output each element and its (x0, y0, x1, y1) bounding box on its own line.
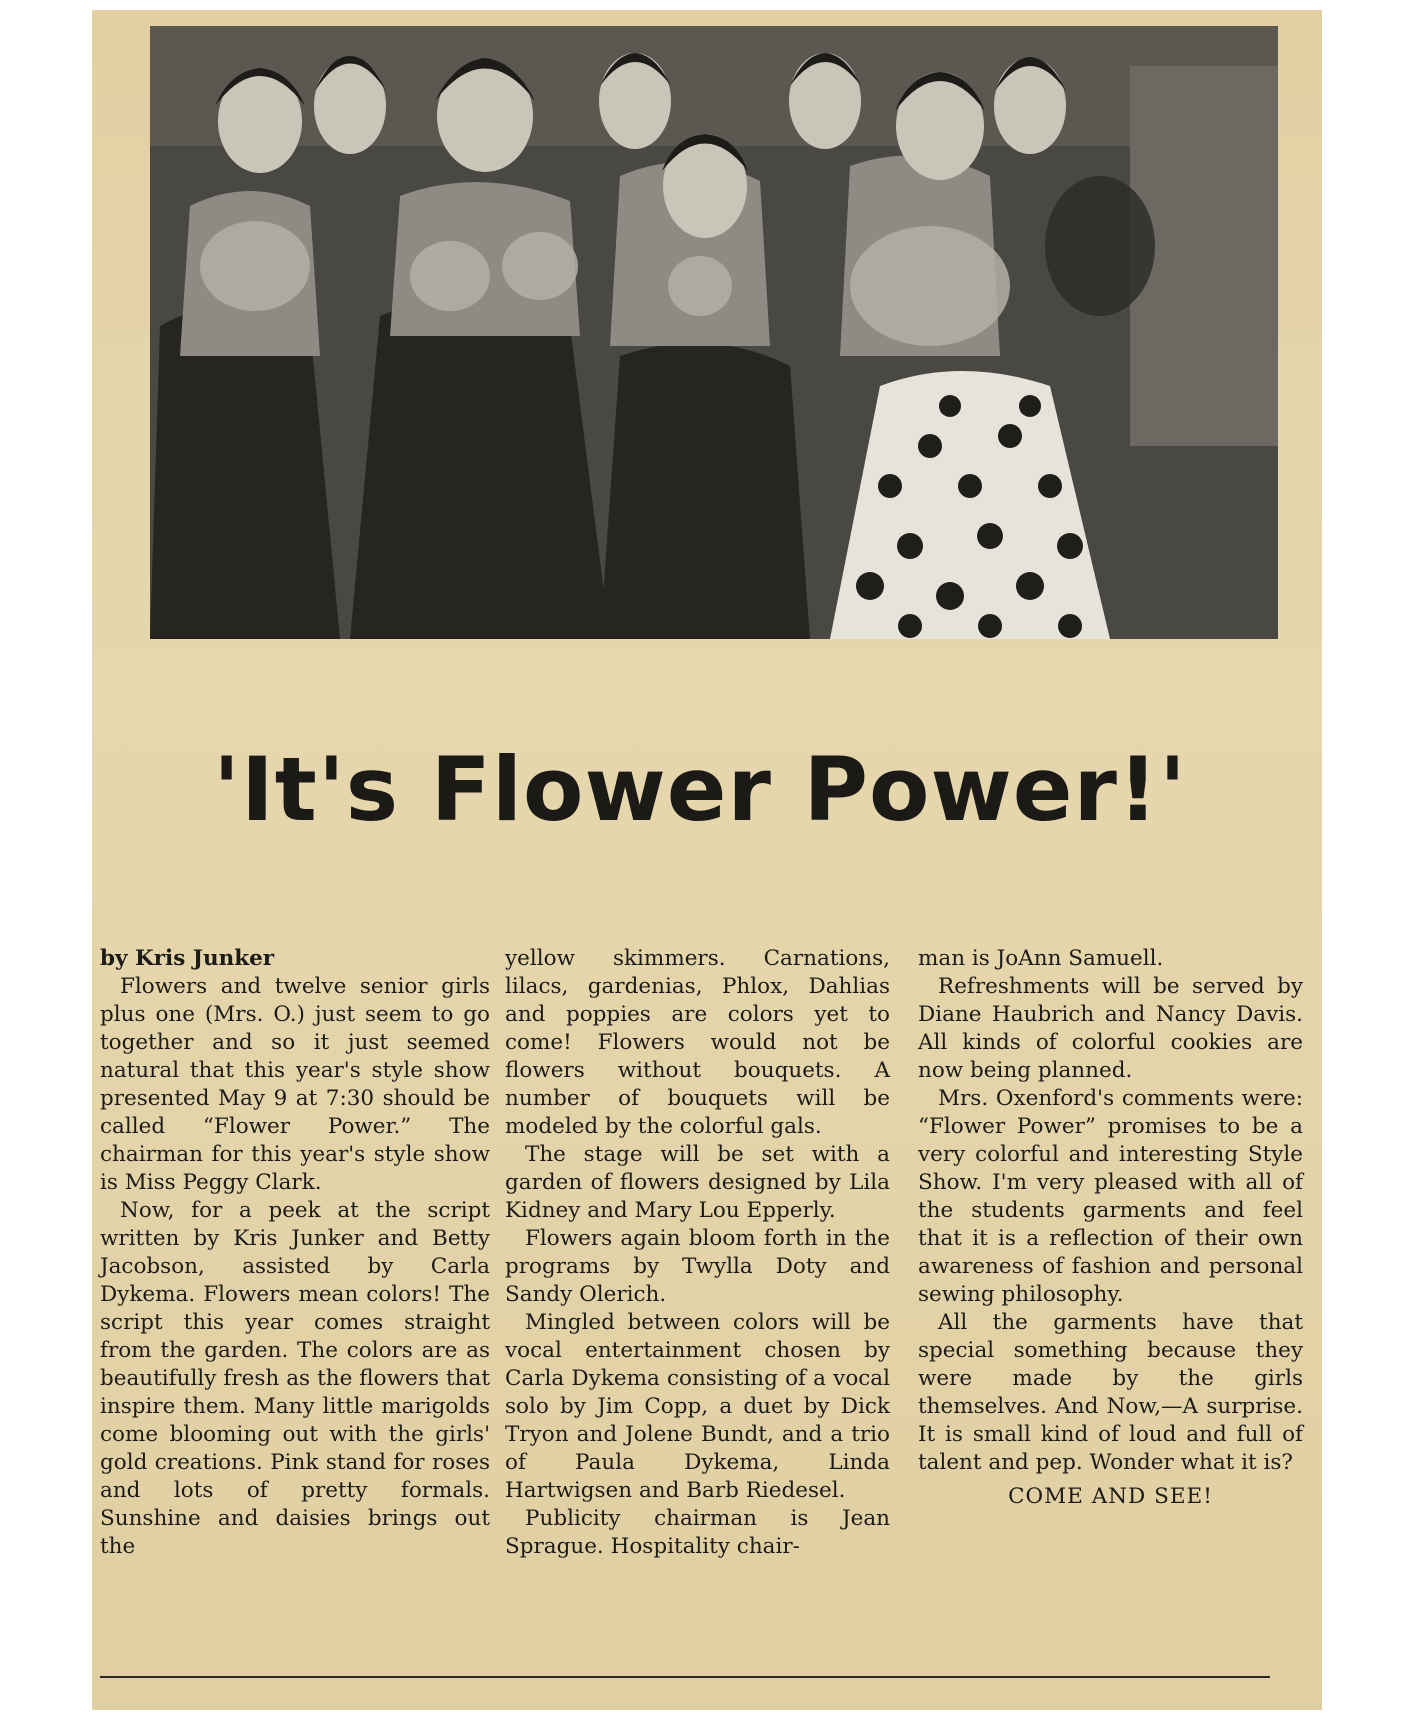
bottom-rule (100, 1676, 1270, 1678)
byline: by Kris Junker (100, 946, 275, 971)
paragraph: man is JoAnn Samuell. (918, 946, 1164, 971)
paragraph: Mingled between colors will be vocal entertainment chosen by Carla Dykema consisting of a vocal solo by Jim Copp, a duet by Dick Tryon and Jolene Bundt, and a trio of Paula Dykema, Linda Hartwigsen and Barb Riedesel. (505, 1310, 890, 1503)
paragraph: Now, for a peek at the script written by Kris Junker and Betty Jacobson, assisted by Carla Dykema. Flowers mean colors! The script this year comes straight from the garden. The colors are as beautifully fresh as the flowers that inspire them. Many little marigolds come blooming out with the girls' gold creations. Pink stand for roses and lots of pretty formals. Sunshine and daisies brings out the (100, 1198, 490, 1559)
article-column-3 (918, 945, 1303, 1511)
headline: 'It's Flower Power!' (213, 738, 1187, 841)
closing-line: COME AND SEE! (1008, 1484, 1213, 1509)
paragraph: Refreshments will be served by Diane Haubrich and Nancy Davis. All kinds of colorful cookies are now being planned. (918, 974, 1303, 1083)
paragraph: Flowers and twelve senior girls plus one (Mrs. O.) just seem to go together and so it just seemed natural that this year's style show presented May 9 at 7:30 should be called “Flower Power.” The chairman for this year's style show is Miss Peggy Clark. (100, 974, 490, 1195)
article-column-1 (100, 945, 490, 1561)
paragraph: Publicity chairman is Jean Sprague. Hospitality chair- (505, 1506, 890, 1559)
paragraph: yellow skimmers. Carnations, lilacs, gardenias, Phlox, Dahlias and poppies are colors yet to come! Flowers would not be flowers without bouquets. A number of bouquets will be modeled by the colorful gals. (505, 946, 890, 1139)
paragraph: All the garments have that special something because they were made by the girls themselves. And Now,—A surprise. It is small kind of loud and full of talent and pep. Wonder what it is? (918, 1310, 1303, 1475)
article-column-2 (505, 945, 890, 1561)
group-photo (150, 26, 1278, 639)
paragraph: Flowers again bloom forth in the programs by Twylla Doty and Sandy Olerich. (505, 1226, 890, 1307)
paragraph: The stage will be set with a garden of flowers designed by Lila Kidney and Mary Lou Epperly. (505, 1142, 890, 1223)
paragraph: Mrs. Oxenford's comments were: “Flower Power” promises to be a very colorful and interesting Style Show. I'm very pleased with all of the students garments and feel that it is a reflection of their own awareness of fashion and personal sewing philosophy. (918, 1086, 1303, 1307)
